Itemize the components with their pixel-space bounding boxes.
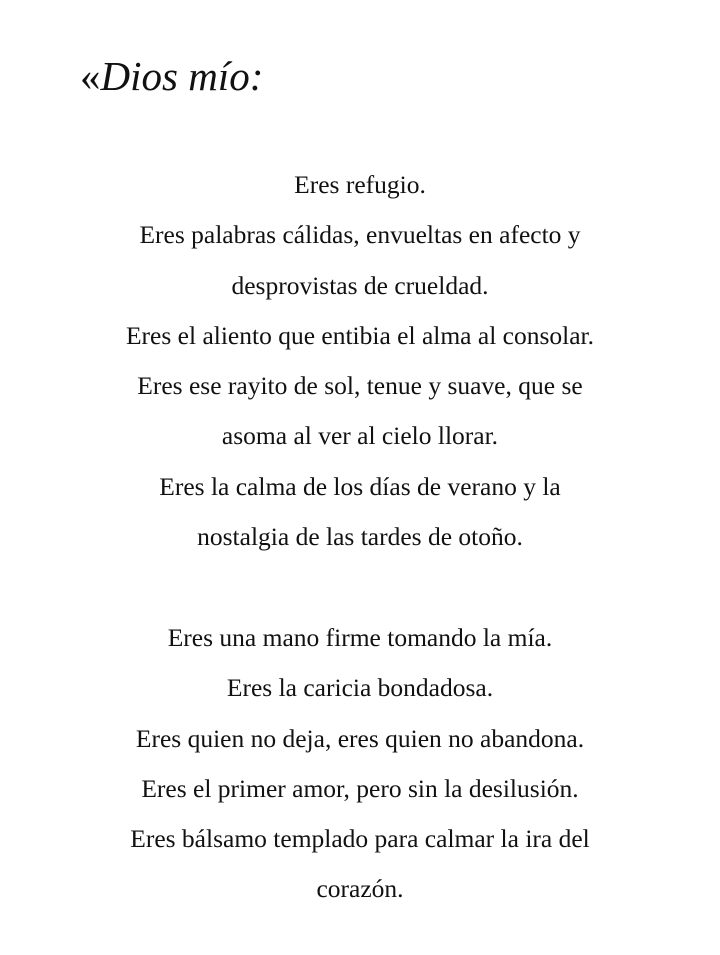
stanza-2 [40,613,680,915]
poem-line: asoma al ver al cielo llorar. [221,421,499,451]
poem-heading [80,50,263,102]
poem-line: Eres refugio. [294,170,426,199]
poem-line: Eres bálsamo templado para calmar la ira del [130,824,590,854]
poem-line: nostalgia de las tardes de otoño. [197,522,523,552]
stanza-1 [40,160,680,562]
poem-line: Eres ese rayito de sol, tenue y suave, que se [137,371,583,401]
heading-text: Dios mío: [100,53,264,99]
poem-line: Eres palabras cálidas, envueltas en afecto y [139,220,581,250]
poem-line: Eres el aliento que entibia el alma al consolar. [125,320,595,350]
opening-quote-mark: « [80,53,101,99]
poem-line: desprovistas de crueldad. [231,270,489,300]
poem-line: corazón. [316,874,404,904]
poem-line: Eres la calma de los días de verano y la [159,471,561,501]
poem-line: Eres una mano firme tomando la mía. [167,623,553,652]
poem-line: Eres el primer amor, pero sin la desilusión. [141,773,579,803]
poem-line: Eres quien no deja, eres quien no abandona. [135,723,585,753]
poem-line: Eres la caricia bondadosa. [226,673,494,703]
